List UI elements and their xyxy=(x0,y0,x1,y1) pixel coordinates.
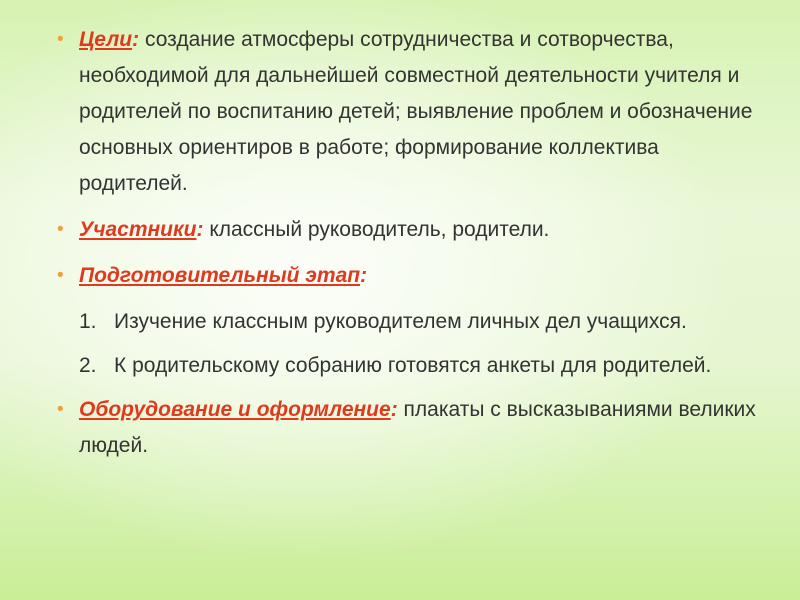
step-number: 1. xyxy=(79,310,97,333)
bullet-icon: • xyxy=(57,265,64,286)
step-text: Изучение классным руководителем личных дел учащихся. xyxy=(114,310,687,333)
bullet-item-preparation xyxy=(57,258,772,294)
bullet-icon: • xyxy=(57,29,64,50)
step-number: 2. xyxy=(79,354,97,377)
bullet-item-equipment xyxy=(57,392,772,464)
bullet-icon: • xyxy=(57,399,64,420)
step-text: К родительскому собранию готовятся анкеты для родителей. xyxy=(114,354,712,377)
slide-content xyxy=(57,22,772,474)
preparation-colon: : xyxy=(360,264,368,287)
goals-text: создание атмосферы сотрудничества и сотворчества, необходимой для дальнейшей совместной деятельности учителя и родителей по воспитанию детей; выявление проблем и обозначение основных ориентиров в работе; формирование коллектива родителей. xyxy=(79,28,753,195)
bullet-item-participants xyxy=(57,212,772,248)
equipment-text: плакаты с высказываниями великих людей. xyxy=(79,398,756,457)
participants-text: классный руководитель, родители. xyxy=(203,218,550,241)
goals-colon: : xyxy=(132,28,140,51)
bullet-item-goals xyxy=(57,22,772,202)
goals-label: Цели xyxy=(79,28,133,51)
preparation-label: Подготовительный этап xyxy=(79,264,361,287)
preparation-step-1 xyxy=(79,304,772,340)
participants-label: Участники xyxy=(79,218,197,241)
equipment-label: Оборудование и оформление xyxy=(79,398,391,421)
equipment-colon: : xyxy=(390,398,398,421)
preparation-step-2 xyxy=(79,348,772,384)
participants-colon: : xyxy=(196,218,204,241)
bullet-icon: • xyxy=(57,219,64,240)
preparation-steps-list xyxy=(57,304,772,384)
